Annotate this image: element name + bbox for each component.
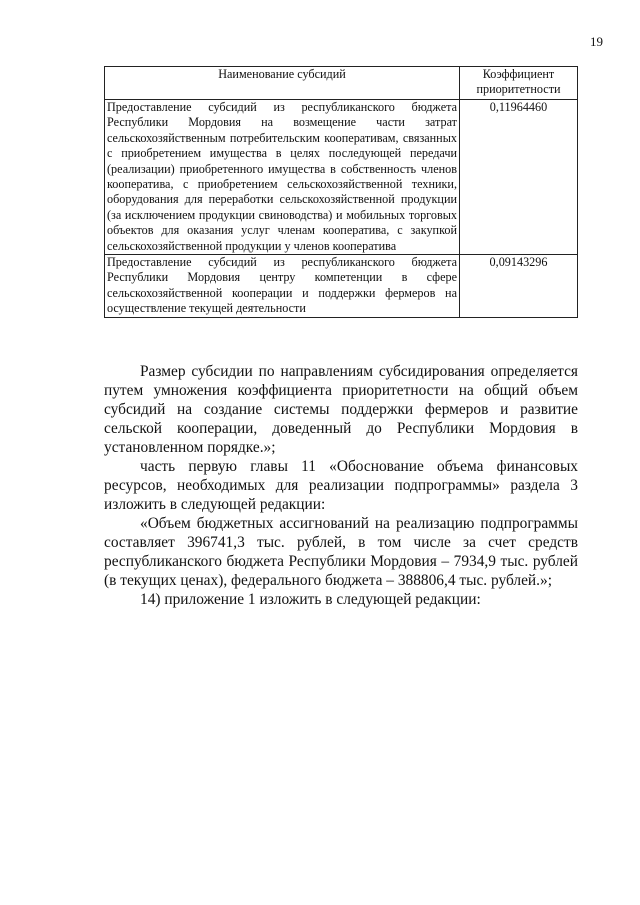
paragraph: 14) приложение 1 изложить в следующей редакции:: [140, 591, 481, 608]
subsidies-table: [104, 66, 578, 318]
subsidy-name-cell: Предоставление субсидий из республиканского бюджета Республики Мордовия центру компетенции в сфере сельскохозяйственной кооперации и поддержки фермеров на осуществление текущей деятельности: [105, 255, 460, 318]
paragraph: «Объем бюджетных ассигнований на реализацию подпрограммы составляет 396741,3 тыс. рублей, в том числе за счет средств республиканского бюджета Республики Мордовия – 7934,9 тыс. рублей (в текущих ценах), федерального бюджета – 388806,4 тыс. рублей.»;: [104, 515, 578, 589]
page-number: 19: [590, 34, 603, 49]
paragraph: часть первую главы 11 «Обоснование объема финансовых ресурсов, необходимых для реализации подпрограммы» раздела 3 изложить в следующей редакции:: [104, 458, 578, 513]
coefficient-cell: 0,09143296: [460, 255, 578, 318]
subsidy-name-cell: Предоставление субсидий из республиканского бюджета Республики Мордовия на возмещение части затрат сельскохозяйственным потребительским кооперативам, связанных с приобретением имущества в целях последующей передачи (реализации) приобретенного имущества в собственность членов кооператива, с приобретением сельскохозяйственной техники, оборудования для переработки сельскохозяйственной продукции (за исключением продукции свиноводства) и мобильных торговых объектов для оказания услуг членам кооператива, с закупкой сельскохозяйственной продукции у членов кооператива: [105, 100, 460, 255]
table-header-row: [105, 67, 578, 100]
coefficient-cell: 0,11964460: [460, 100, 578, 255]
header-priority-coefficient: Коэффициент приоритетности: [460, 67, 578, 100]
header-subsidy-name: Наименование субсидий: [105, 67, 460, 100]
paragraph: Размер субсидии по направлениям субсидирования определяется путем умножения коэффициента приоритетности на общий объем субсидий на создание системы поддержки фермеров и развитие сельской кооперации, доведенный до Республики Мордовия в установленном порядке.»;: [104, 363, 578, 456]
table-row: [105, 100, 578, 255]
body-text: [104, 362, 578, 609]
table-row: [105, 255, 578, 318]
